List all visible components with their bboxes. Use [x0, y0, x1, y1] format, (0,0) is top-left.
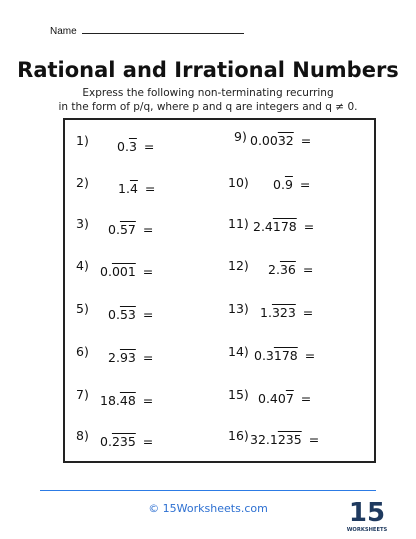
repeating-digits: 001 — [111, 264, 136, 279]
problem-expression: 2.36 = — [268, 262, 314, 277]
repeating-digits: 36 — [279, 262, 296, 277]
problem-number: 15) — [228, 387, 249, 402]
problem-expression: 0.407 = — [258, 391, 312, 406]
problem-expression: 0.9 = — [273, 177, 311, 192]
logo-caption: WORKSHEETS — [346, 527, 388, 533]
problem-number: 11) — [228, 216, 249, 231]
problem-number: 16) — [228, 428, 249, 443]
name-line[interactable] — [82, 24, 244, 34]
repeating-digits: 48 — [119, 393, 136, 408]
problem-expression: 1.323 = — [260, 305, 314, 320]
footer-copyright[interactable]: © 15Worksheets.com — [148, 502, 268, 515]
problem-number: 1) — [76, 133, 89, 148]
problem-number: 4) — [76, 258, 89, 273]
problem-expression: 32.1235 = — [250, 432, 320, 447]
repeating-digits: 235 — [111, 434, 136, 449]
repeating-digits: 32 — [277, 133, 294, 148]
repeating-digits: 323 — [271, 305, 296, 320]
repeating-digits: 3 — [128, 139, 137, 154]
problem-number: 12) — [228, 258, 249, 273]
logo-number: 15 — [348, 498, 386, 528]
repeating-digits: 7 — [285, 391, 294, 406]
name-field — [50, 24, 244, 37]
footer-divider — [40, 490, 376, 491]
problem-expression: 0.001 = — [100, 264, 154, 279]
problem-expression: 0.0032 = — [250, 133, 312, 148]
problem-number: 8) — [76, 428, 89, 443]
name-label: Name — [50, 26, 77, 37]
repeating-digits: 4 — [129, 181, 138, 196]
problem-number: 10) — [228, 175, 249, 190]
worksheets-logo-icon — [346, 493, 388, 535]
repeating-digits: 235 — [277, 432, 302, 447]
problem-expression: 0.53 = — [108, 307, 154, 322]
problem-expression: 2.93 = — [108, 350, 154, 365]
problem-number: 9) — [234, 129, 247, 144]
instructions-line-2: in the form of p/q, where p and q are integers and q ≠ 0. — [58, 101, 358, 113]
problem-expression: 0.3178 = — [254, 348, 316, 363]
problem-number: 7) — [76, 387, 89, 402]
problem-number: 6) — [76, 344, 89, 359]
problem-number: 2) — [76, 175, 89, 190]
problem-number: 3) — [76, 216, 89, 231]
repeating-digits: 93 — [119, 350, 136, 365]
repeating-digits: 178 — [272, 219, 297, 234]
repeating-digits: 9 — [284, 177, 293, 192]
problem-expression: 2.4178 = — [253, 219, 315, 234]
problem-number: 13) — [228, 301, 249, 316]
problem-expression: 18.48 = — [100, 393, 154, 408]
repeating-digits: 178 — [273, 348, 298, 363]
problem-number: 5) — [76, 301, 89, 316]
problem-expression: 0.235 = — [100, 434, 154, 449]
instructions-line-1: Express the following non-terminating recurring — [82, 87, 334, 99]
repeating-digits: 53 — [119, 307, 136, 322]
worksheet-title: Rational and Irrational Numbers — [17, 58, 399, 82]
problems-box — [63, 118, 376, 463]
problem-expression: 1.4 = — [118, 181, 156, 196]
problem-expression: 0.57 = — [108, 222, 154, 237]
instructions — [0, 86, 416, 114]
repeating-digits: 57 — [119, 222, 136, 237]
problem-expression: 0.3 = — [117, 139, 155, 154]
problem-number: 14) — [228, 344, 249, 359]
